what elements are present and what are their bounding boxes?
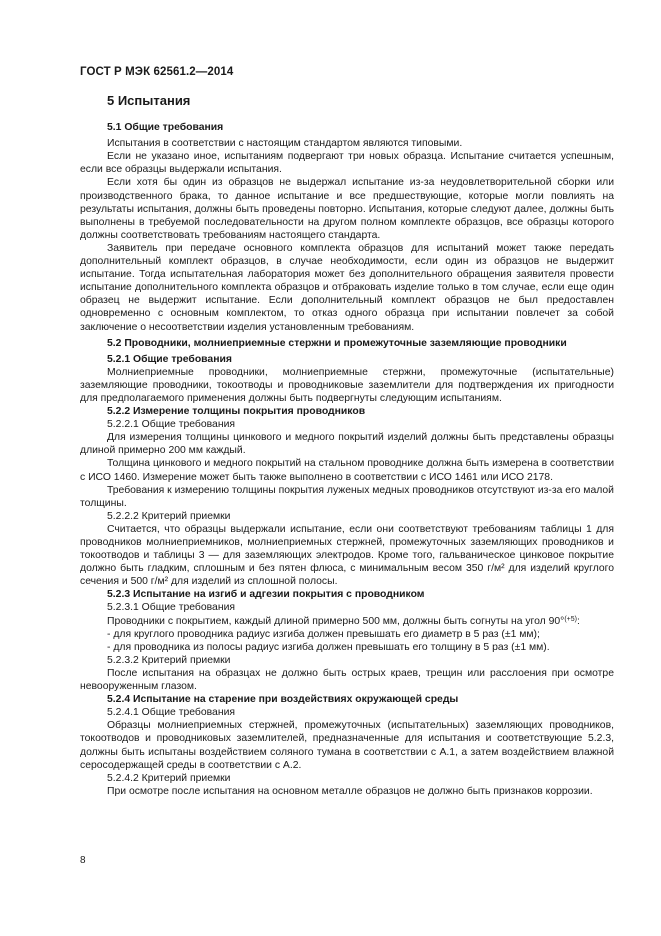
heading-5-2-2-2: 5.2.2.2 Критерий приемки (107, 510, 231, 522)
list-item: - для круглого проводника радиус изгиба должен превышать его диаметр в 5 раз (±1 мм); (107, 628, 540, 640)
paragraph: Для измерения толщины цинкового и медного покрытий изделий должны быть представлены образцы длиной примерно 200 мм каждый. (80, 432, 614, 457)
paragraph-bend-angle (80, 615, 614, 628)
paragraph: Если не указано иное, испытаниям подвергают три новых образца. Испытание считается успешным, если все образцы выдержали испытания. (80, 151, 614, 176)
heading-5-2-2-1: 5.2.2.1 Общие требования (107, 419, 235, 431)
heading-5-2-3: 5.2.3 Испытание на изгиб и адгезии покрытия с проводником (107, 589, 425, 601)
paragraph: Если хотя бы один из образцов не выдержал испытание из-за неудовлетворительной сборки или производственного брака, то данное испытание и все предшествующие, которые могли повлиять на результаты испытания, должны быть проведены повторно. Испытания, которые следуют далее, должны быть выполнены в требуемой последовательности на другом полном комплекте образцов, все образцы которого должны соответствовать требованиям настоящего стандарта. (80, 177, 614, 241)
paragraph: Требования к измерению толщины покрытия луженых медных проводников отсутствуют из-за его малой толщины. (80, 484, 614, 509)
paragraph: Толщина цинкового и медного покрытий на стальном проводнике должна быть измерена в соответствии с ИСО 1460. Измерение может быть также выполнено в соответствии с ИСО 1461 или ИСО 2178. (80, 458, 614, 483)
heading-5-2-1: 5.2.1 Общие требования (107, 353, 232, 365)
section-title: 5 Испытания (107, 93, 191, 108)
heading-5-2-2: 5.2.2 Измерение толщины покрытия проводников (107, 406, 366, 418)
page-number: 8 (80, 855, 86, 866)
paragraph: При осмотре после испытания на основном металле образцов не должно быть признаков коррозии. (107, 785, 593, 797)
paragraph: Заявитель при передаче основного комплекта образцов для испытаний может также передать дополнительный комплект образцов, в случае необходимости, если один из образцов не выдержит испытание. Тогда испытательная лаборатория может без дополнительного обращения заявителя провести испытание дополнительного комплекта образцов и отбраковать изделие только в том случае, если еще один образец не выдержит испытание. Если дополнительный комплект образцов не был предоставлен одновременно с основным комплектом, то отказ одного образца при испытании повлечет за собой заключение о несоответствии изделия установленным требованиям. (80, 242, 614, 333)
heading-5-2-3-2: 5.2.3.2 Критерий приемки (107, 654, 231, 666)
paragraph: Образцы молниеприемных стержней, промежуточных (испытательных) заземляющих проводников, токоотводов и проводниковых заземлителей, предназначенные для испытания и соответствующие 5.2.3, должны быть испытаны воздействием соляного тумана в соответствии с А.1, а затем воздействием влажной серосодержащей среды в соответствии с А.2. (80, 720, 614, 771)
paragraph: После испытания на образцах не должно быть острых краев, трещин или расслоения при осмотре невооруженным глазом. (80, 667, 614, 693)
heading-5-2-4: 5.2.4 Испытание на старение при воздействиях окружающей среды (107, 694, 459, 706)
heading-5-2-4-2: 5.2.4.2 Критерий приемки (107, 772, 231, 784)
bend-colon: : (576, 615, 580, 627)
heading-5-2-3-1: 5.2.3.1 Общие требования (107, 602, 235, 614)
heading-5-2-4-1: 5.2.4.1 Общие требования (107, 707, 235, 719)
paragraph: Молниеприемные проводники, молниеприемные стержни, промежуточные (испытательные) заземляющие проводники, токоотводы и проводниковые заземлители для подтверждения их пригодности для предполагаемого применения должны быть подвергнуты следующим испытаниям. (80, 366, 614, 404)
document-code-header: ГОСТ Р МЭК 62561.2—2014 (80, 66, 234, 78)
bend-tolerance: (+5) (564, 615, 577, 623)
bend-text: Проводники с покрытием, каждый длиной примерно 500 мм, должны быть согнуты на угол 90° (107, 615, 565, 627)
heading-5-1: 5.1 Общие требования (107, 122, 224, 134)
heading-5-2: 5.2 Проводники, молниеприемные стержни и промежуточные заземляющие проводники (107, 337, 567, 349)
page-content (80, 94, 614, 798)
paragraph: Испытания в соответствии с настоящим стандартом являются типовыми. (107, 138, 463, 150)
list-item: - для проводника из полосы радиус изгиба должен превышать его толщину в 5 раз (±1 мм). (107, 641, 550, 653)
paragraph: Считается, что образцы выдержали испытание, если они соответствуют требованиям таблицы 1 для проводников молниеприемников, молниеприемных стержней, промежуточных заземляющих проводников и токоотводов и таблицы 3 — для заземляющих электродов. Кроме того, гальваническое цинковое покрытие должно быть гладким, сплошным и без пятен флюса, с минимальным весом 350 г/м² для изделий круглого сечения и 500 г/м² для изделий из сплошной полосы. (80, 523, 614, 588)
